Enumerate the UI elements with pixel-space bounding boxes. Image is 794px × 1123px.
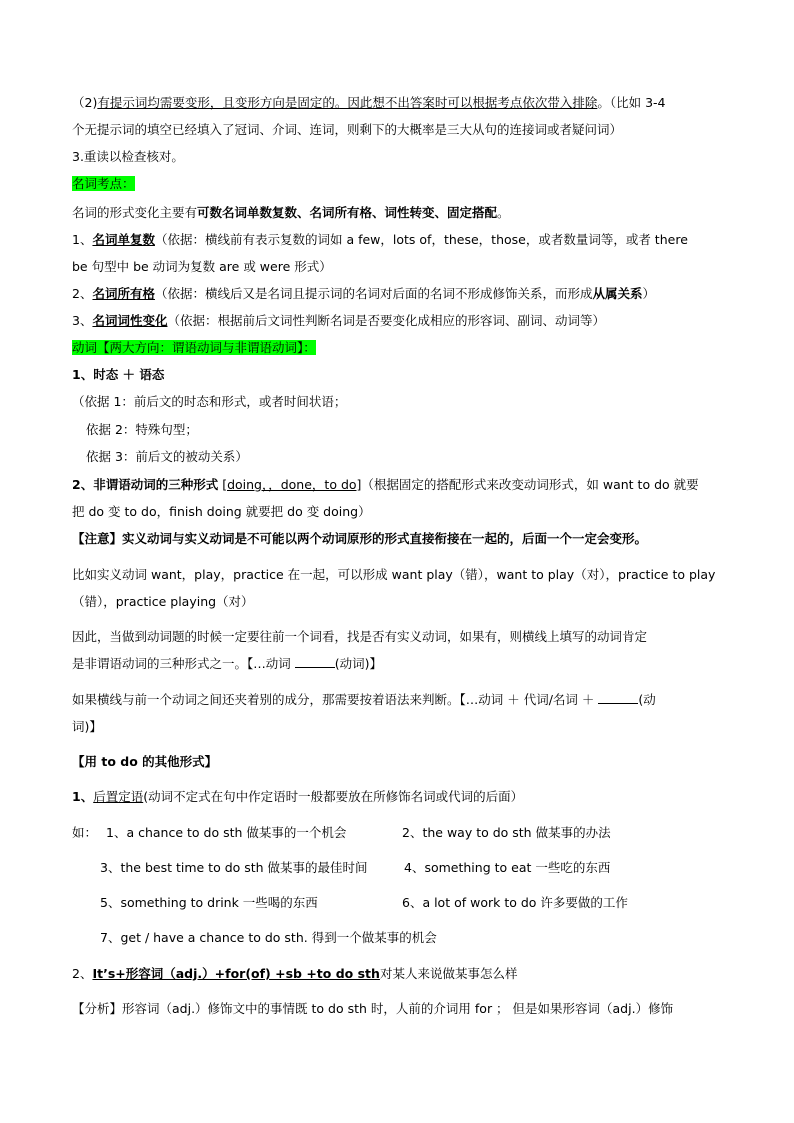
text: （根据固定的搭配形式来改变动词形式，如 want to do 就要 bbox=[361, 477, 699, 492]
noun-item-1-cont: be 句型中 be 动词为复数 are 或 were 形式） bbox=[72, 259, 332, 274]
example-item: 4、something to eat 一些吃的东西 bbox=[404, 860, 611, 875]
noun-item-2 bbox=[72, 285, 732, 303]
verb-therefore-2 bbox=[72, 655, 732, 673]
example-item: 2、the way to do sth 做某事的办法 bbox=[402, 825, 611, 840]
item-number: 1、 bbox=[72, 232, 93, 247]
verb-basis-3: 依据 3：前后文的被动关系） bbox=[86, 449, 248, 464]
todo-section-2 bbox=[72, 965, 732, 983]
highlighted-heading: 名词考点： bbox=[72, 176, 135, 191]
text: (动词)】 bbox=[334, 656, 383, 671]
item-number: 2、 bbox=[72, 966, 93, 981]
verb-section-2 bbox=[72, 476, 732, 494]
item-text: (动词不定式在句中作定语时一般都要放在所修饰名词或代词的后面） bbox=[143, 789, 524, 804]
intro-line-1 bbox=[72, 94, 732, 112]
noun-item-1 bbox=[72, 231, 732, 249]
text: 是非谓语动词的三种形式之一。【…动词 bbox=[72, 656, 291, 671]
fill-blank bbox=[598, 691, 638, 704]
item-title: It’s+形容词（adj.）+for(of) +sb +to do sth bbox=[92, 966, 380, 981]
todo-heading: 【用 to do 的其他形式】 bbox=[72, 754, 218, 769]
item-number: 1、 bbox=[72, 789, 94, 804]
example-prefix: 如： bbox=[72, 825, 98, 840]
example-item: 3、the best time to do sth 做某事的最佳时间 bbox=[100, 860, 368, 875]
item-text: （依据：横线后又是名词且提示词的名词对后面的名词不形成修饰关系，而形成 bbox=[154, 286, 593, 301]
verb-grammar-1 bbox=[72, 691, 732, 709]
verb-note: 【注意】实义动词与实义动词是不可能以两个动词原形的形式直接衔接在一起的，后面一个一定会变形。 bbox=[72, 531, 648, 546]
item-text: 对某人来说做某事怎么样 bbox=[379, 966, 518, 981]
todo-section-1 bbox=[72, 788, 732, 806]
verb-heading bbox=[72, 339, 732, 357]
example-item: 1、a chance to do sth 做某事的一个机会 bbox=[106, 825, 347, 840]
item-text: （依据：根据前后文词性判断名词是否要变化成相应的形容词、副词、动词等） bbox=[167, 313, 605, 328]
text: 名词的形式变化主要有 bbox=[72, 205, 198, 220]
example-item: 5、something to drink 一些喝的东西 bbox=[100, 895, 318, 910]
item-number: 2、 bbox=[72, 286, 93, 301]
text: 如果横线与前一个动词之间还夹着别的成分，那需要按着语法来判断。【…动词 ＋ 代词/名词 ＋ bbox=[72, 692, 595, 707]
text: (动 bbox=[638, 692, 656, 707]
noun-heading bbox=[72, 175, 732, 193]
item-title: 名词所有格 bbox=[92, 286, 155, 301]
todo-analysis bbox=[72, 1000, 732, 1018]
verb-example-2: （错），practice playing（对） bbox=[72, 594, 254, 609]
example-item: 7、get / have a chance to do sth. 得到一个做某事的机会 bbox=[100, 930, 437, 945]
highlighted-heading: 动词【两大方向：谓语动词与非谓语动词】： bbox=[72, 340, 316, 355]
intro-line-3: 3.重读以检查核对。 bbox=[72, 149, 184, 164]
verb-therefore-1: 因此，当做到动词题的时候一定要往前一个词看，找是否有实义动词，如果有，则横线上填写的动词肯定 bbox=[72, 629, 648, 644]
label: 【分析】 bbox=[72, 1001, 123, 1016]
underlined-text: 有提示词均需要变形，且变形方向是固定的。因此想不出答案时可以根据考点依次带入排除 bbox=[97, 95, 598, 110]
text: ） bbox=[642, 286, 656, 301]
example-item: 6、a lot of work to do 许多要做的工作 bbox=[402, 895, 628, 910]
item-title: 名词单复数 bbox=[92, 232, 155, 247]
section-title: 2、非谓语动词的三种形式 bbox=[72, 477, 219, 492]
bold-text: 从属关系 bbox=[592, 286, 643, 301]
noun-item-3 bbox=[72, 312, 732, 330]
item-title: 名词词性变化 bbox=[92, 313, 168, 328]
text: 。 bbox=[497, 205, 510, 220]
forms-list: [doing，，done，to do] bbox=[222, 477, 362, 492]
text: 。（比如 3-4 bbox=[597, 95, 666, 110]
verb-grammar-2: 词)】 bbox=[72, 719, 102, 734]
verb-basis-1: （依据 1：前后文的时态和形式，或者时间状语； bbox=[72, 394, 347, 409]
item-number: 3、 bbox=[72, 313, 93, 328]
item-text: （依据：横线前有表示复数的词如 a few，lots of，these，those，或者数量词等，或者 there bbox=[154, 232, 688, 247]
bold-text: 可数名词单数复数、名词所有格、词性转变、固定搭配 bbox=[197, 205, 498, 220]
noun-summary bbox=[72, 204, 732, 222]
verb-example-1: 比如实义动词 want，play，practice 在一起，可以形成 want play（错），want to play（对），practice to play bbox=[72, 567, 716, 582]
text: 形容词（adj.）修饰文中的事情既 to do sth 时，人前的介词用 for ； 但是如果形容词（adj.）修饰 bbox=[122, 1001, 674, 1016]
intro-line-2: 个无提示词的填空已经填入了冠词、介词、连词，则剩下的大概率是三大从句的连接词或者疑问词） bbox=[72, 122, 623, 137]
verb-section-2-cont: 把 do 变 to do，finish doing 就要把 do 变 doing） bbox=[72, 504, 371, 519]
item-title: 后置定语 bbox=[93, 789, 144, 804]
fill-blank bbox=[295, 655, 335, 668]
text: （2) bbox=[72, 95, 98, 110]
verb-basis-2: 依据 2：特殊句型； bbox=[86, 422, 198, 437]
verb-section-1: 1、时态 ＋ 语态 bbox=[72, 367, 165, 382]
